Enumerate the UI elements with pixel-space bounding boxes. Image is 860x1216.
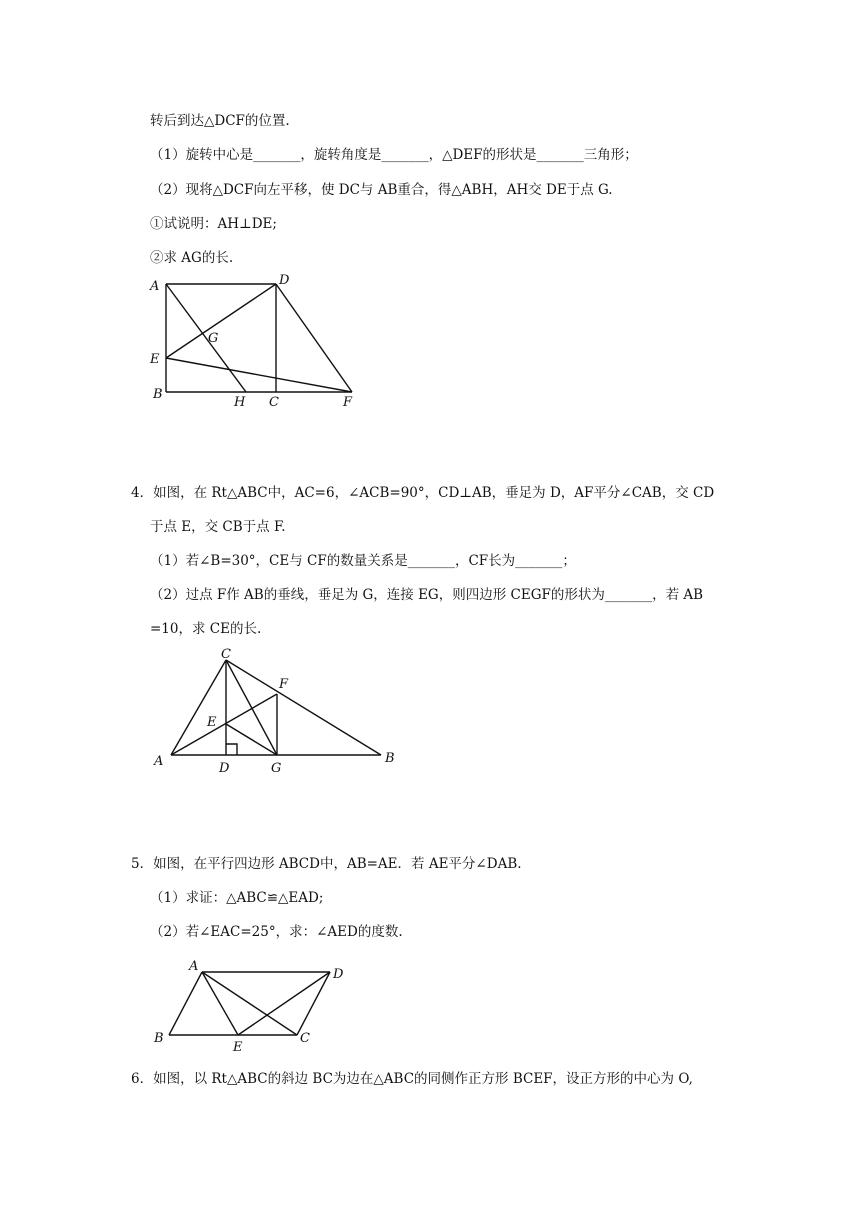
segment-DF	[276, 284, 352, 392]
label-B: B	[153, 387, 163, 402]
problem5-question-2: （2）若∠EAC=25°，求：∠AED的度数.	[150, 924, 403, 940]
label-H: H	[234, 395, 246, 410]
label-A: A	[154, 754, 164, 769]
segment-AC	[171, 660, 226, 755]
label-D: D	[333, 967, 344, 982]
problem3-figure	[140, 268, 370, 413]
segment-CD	[297, 972, 330, 1035]
segment-CE-G	[226, 660, 277, 755]
label-D: D	[219, 761, 230, 776]
problem4-line-2: 于点 E，交 CB于点 F.	[150, 519, 286, 535]
segment-CB	[226, 660, 381, 755]
problem4-question-2: （2）过点 F作 AB的垂线，垂足为 G，连接 EG，则四边形 CEGF的形状为_______，若 AB	[150, 587, 704, 603]
segment-AB	[169, 972, 202, 1035]
problem6-line-1: 6．如图，以 Rt△ABC的斜边 BC为边在△ABC的同侧作正方形 BCEF，设正方形的中心为 O,	[131, 1071, 693, 1087]
problem4-line-1: 4．如图，在 Rt△ABC中，AC=6，∠ACB=90°，CD⊥AB，垂足为 D，AF平分∠CAB，交 CD	[131, 485, 715, 501]
label-A: A	[189, 959, 199, 974]
label-G: G	[271, 761, 282, 776]
problem3-subquestion-1: ①试说明：AH⊥DE;	[150, 216, 277, 232]
problem5-figure	[145, 950, 365, 1060]
label-E: E	[150, 352, 160, 367]
problem4-question-1: （1）若∠B=30°，CE与 CF的数量关系是_______，CF长为_______；	[150, 553, 576, 569]
problem3-line-1: 转后到达△DCF的位置.	[150, 113, 290, 129]
segment-AH	[166, 284, 246, 392]
problem4-figure	[145, 642, 405, 777]
label-E: E	[233, 1040, 243, 1055]
right-angle-mark	[226, 744, 237, 755]
label-C: C	[221, 647, 231, 662]
label-F: F	[279, 677, 289, 692]
label-G: G	[208, 331, 219, 346]
label-E: E	[207, 715, 217, 730]
problem4-question-2-cont: =10，求 CE的长.	[150, 621, 262, 637]
problem3-question-2: （2）现将△DCF向左平移，使 DC与 AB重合，得△ABH，AH交 DE于点 G.	[150, 182, 613, 198]
label-D: D	[279, 273, 290, 288]
label-A: A	[150, 279, 160, 294]
label-B: B	[154, 1031, 164, 1046]
segment-AE	[202, 972, 238, 1035]
problem5-question-1: （1）求证：△ABC≌△EAD;	[150, 890, 324, 906]
problem3-subquestion-2: ②求 AG的长.	[150, 250, 234, 266]
problem5-line-1: 5．如图，在平行四边形 ABCD中，AB=AE．若 AE平分∠DAB.	[131, 856, 522, 872]
label-F: F	[343, 395, 353, 410]
label-C: C	[269, 395, 279, 410]
problem3-question-1: （1）旋转中心是_______，旋转角度是_______，△DEF的形状是_______三角形；	[150, 147, 638, 163]
segment-AC	[202, 972, 297, 1035]
label-B: B	[385, 751, 395, 766]
segment-EF	[166, 358, 352, 392]
segment-ED	[166, 284, 276, 358]
label-C: C	[300, 1031, 310, 1046]
